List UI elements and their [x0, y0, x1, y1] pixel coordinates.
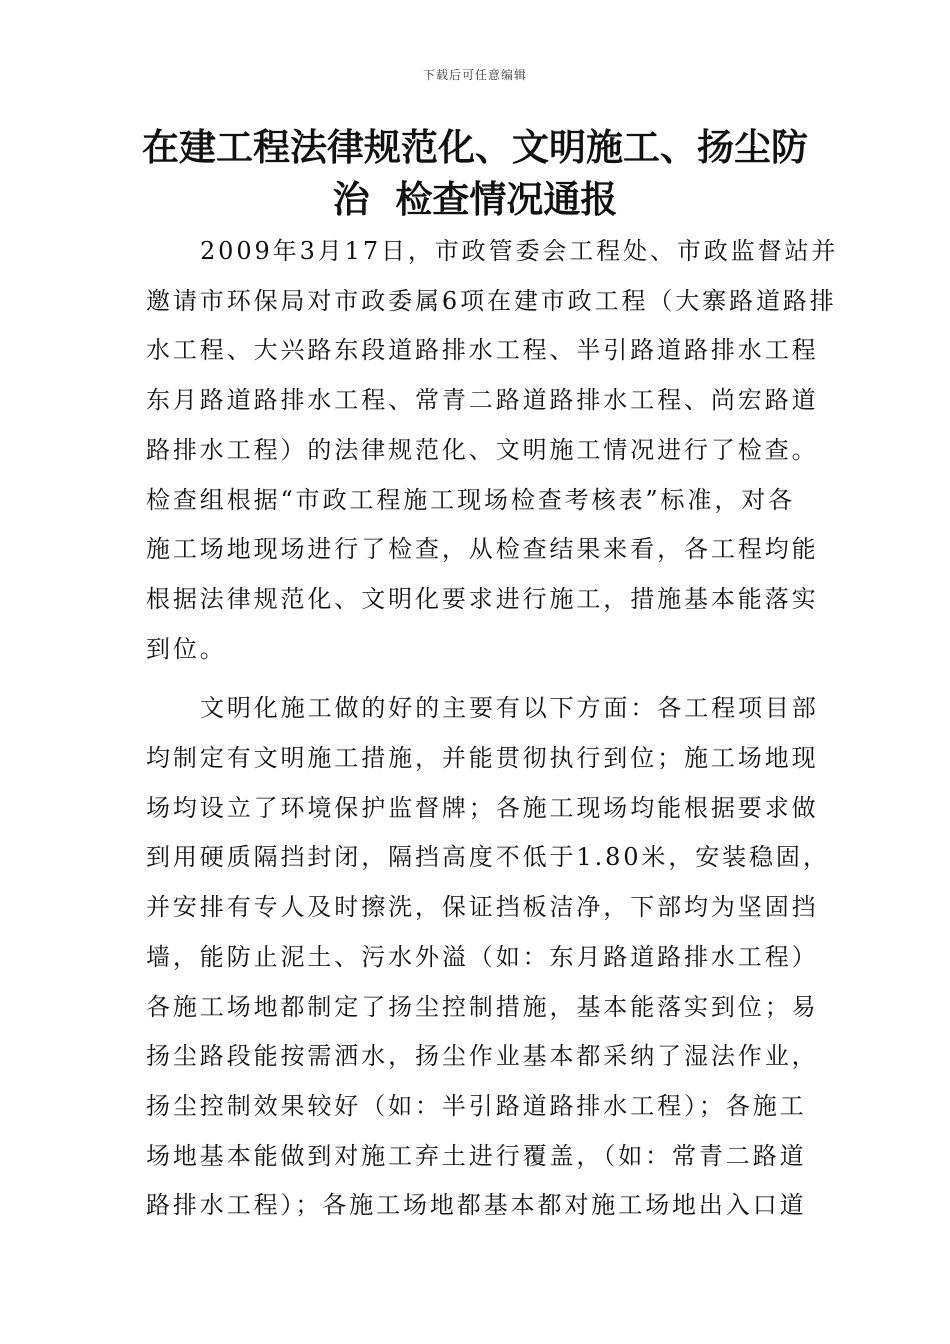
paragraph-gap — [146, 674, 806, 684]
paragraph-line: 墙，能防止泥土、污水外溢（如：东月路道路排水工程） — [146, 942, 819, 971]
paragraph-line: 根据法律规范化、文明化要求进行施工，措施基本能落实 — [146, 584, 819, 613]
paragraph-line: 场均设立了环境保护监督牌；各施工现场均能根据要求做 — [146, 793, 819, 822]
paragraph-line: 文明化施工做的好的主要有以下方面：各工程项目部 — [200, 694, 819, 723]
paragraph-line: 扬尘路段能按需洒水，扬尘作业基本都采纳了湿法作业， — [146, 1042, 819, 1071]
paragraph-line: 到位。 — [146, 634, 227, 663]
paragraph-line: 水工程、大兴路东段道路排水工程、半引路道路排水工程 — [146, 336, 819, 365]
paragraph-line: 施工场地现场进行了检查，从检查结果来看，各工程均能 — [146, 535, 819, 564]
paragraph-line: 扬尘控制效果较好（如：半引路道路排水工程）；各施工 — [146, 1091, 807, 1120]
paragraph-line: 路排水工程）；各施工场地都基本都对施工场地出入口道 — [146, 1191, 807, 1220]
paragraph-line: 检查组根据“市政工程施工现场检查考核表”标准，对各 — [146, 485, 796, 514]
paragraph-line: 场地基本能做到对施工弃土进行覆盖，（如：常青二路道 — [146, 1141, 807, 1170]
document-title — [120, 122, 830, 226]
document-body — [146, 227, 839, 1231]
paragraph-line: 邀请市环保局对市政委属6项在建市政工程（大寨路道路排 — [146, 286, 837, 315]
paragraph-line: 东月路道路排水工程、常青二路道路排水工程、尚宏路道 — [146, 386, 819, 415]
title-line-2: 治 检查情况通报 — [332, 178, 618, 221]
paragraph-2 — [146, 684, 830, 1231]
paragraph-1 — [146, 227, 839, 674]
paragraph-line: 2009年3月17日，市政管委会工程处、市政监督站并 — [200, 237, 839, 265]
header-note: 下载后可任意编辑 — [422, 68, 527, 82]
paragraph-line: 各施工场地都制定了扬尘控制措施，基本能落实到位；易 — [146, 992, 819, 1021]
paragraph-line: 路排水工程）的法律规范化、文明施工情况进行了检查。 — [146, 435, 819, 464]
paragraph-line: 并安排有专人及时擦洗，保证挡板洁净，下部均为坚固挡 — [146, 893, 819, 922]
paragraph-line: 到用硬质隔挡封闭，隔挡高度不低于1.80米，安装稳固， — [146, 843, 830, 872]
title-line-1: 在建工程法律规范化、文明施工、扬尘防 — [142, 126, 808, 169]
paragraph-line: 均制定有文明施工措施，并能贯彻执行到位；施工场地现 — [146, 744, 819, 773]
